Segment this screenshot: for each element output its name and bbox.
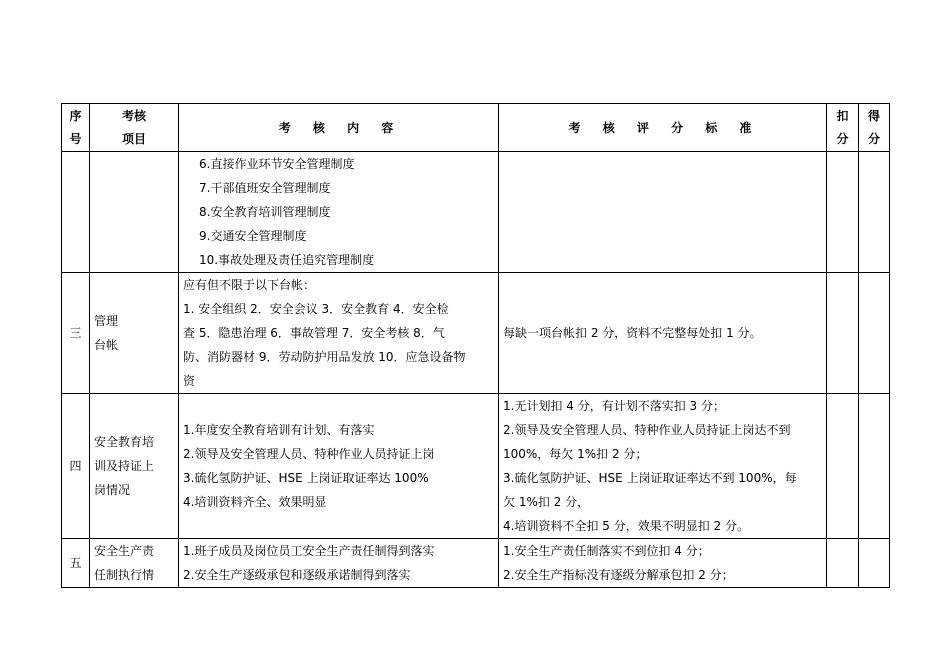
row-content: 1.班子成员及岗位员工安全生产责任制得到落实 2.安全生产逐级承包和逐级承诺制得到落实 (179, 539, 499, 588)
header-row (62, 104, 890, 152)
row-criteria (499, 152, 827, 273)
row-score (859, 394, 890, 539)
header-score: 得 分 (859, 104, 890, 152)
row-criteria: 1.无计划扣 4 分，有计划不落实扣 3 分； 2.领导及安全管理人员、特种作业人员持证上岗达不到 100%，每欠 1%扣 2 分； 3.硫化氢防护证、HSE 上岗证取证率达不到 100%，每 欠 1%扣 2 分， 4.培训资料不全扣 5 分，效果不明显扣 2 分。 (499, 394, 827, 539)
row-item (90, 152, 179, 273)
row-seq (62, 152, 90, 273)
header-item: 考核 项目 (90, 104, 179, 152)
row-content: 6.直接作业环节安全管理制度 7.干部值班安全管理制度 8.安全教育培训管理制度 9.交通安全管理制度 10.事故处理及责任追究管理制度 (179, 152, 499, 273)
table-row (62, 273, 890, 394)
header-seq: 序 号 (62, 104, 90, 152)
row-item: 安全生产责 任制执行情 (90, 539, 179, 588)
row-score (859, 273, 890, 394)
assessment-table (61, 103, 890, 588)
table-row (62, 539, 890, 588)
row-criteria: 每缺一项台帐扣 2 分，资料不完整每处扣 1 分。 (499, 273, 827, 394)
row-deduct (827, 394, 859, 539)
row-deduct (827, 273, 859, 394)
row-seq: 四 (62, 394, 90, 539)
row-item: 管理 台帐 (90, 273, 179, 394)
row-score (859, 539, 890, 588)
row-seq: 五 (62, 539, 90, 588)
header-criteria: 考 核 评 分 标 准 (499, 104, 827, 152)
row-content: 应有但不限于以下台帐： 1. 安全组织 2．安全会议 3．安全教育 4．安全检 查 5．隐患治理 6．事故管理 7．安全考核 8．气 防、消防器材 9．劳动防护用品发放 10．应急设备物 资 (179, 273, 499, 394)
header-deduct: 扣 分 (827, 104, 859, 152)
row-deduct (827, 539, 859, 588)
table-row (62, 394, 890, 539)
table-row (62, 152, 890, 273)
header-content: 考 核 内 容 (179, 104, 499, 152)
row-content: 1.年度安全教育培训有计划、有落实 2.领导及安全管理人员、特种作业人员持证上岗 3.硫化氢防护证、HSE 上岗证取证率达 100% 4.培训资料齐全、效果明显 (179, 394, 499, 539)
row-deduct (827, 152, 859, 273)
row-criteria: 1.安全生产责任制落实不到位扣 4 分； 2.安全生产指标没有逐级分解承包扣 2 分； (499, 539, 827, 588)
row-seq: 三 (62, 273, 90, 394)
row-score (859, 152, 890, 273)
row-item: 安全教育培 训及持证上 岗情况 (90, 394, 179, 539)
